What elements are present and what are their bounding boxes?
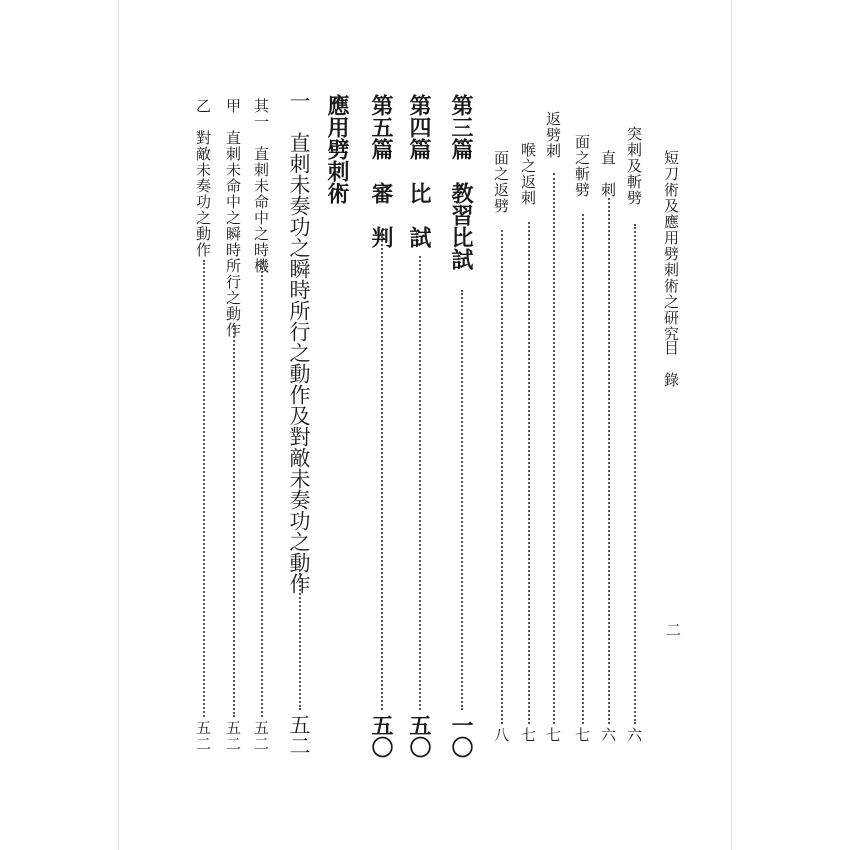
leader-dots — [203, 260, 205, 717]
folio-page-number: 二 — [664, 622, 682, 637]
toc-entry-page: 七 — [544, 727, 562, 743]
leader-dots — [553, 173, 555, 724]
leader-dots — [528, 222, 530, 724]
leader-dots — [233, 325, 235, 717]
leader-dots — [501, 230, 503, 724]
toc-entry-page: 一〇 — [448, 714, 474, 758]
toc-entry-page: 八 — [492, 727, 510, 743]
toc-entry-label: 甲 直刺未命中之瞬時所行之動作 — [224, 98, 242, 338]
leader-dots — [381, 232, 383, 710]
toc-part-four: 第四篇 比 試 — [406, 94, 432, 248]
toc-entry-label: 乙 對敵未奏功之動作 — [194, 98, 212, 258]
toc-entry-label: 面之斬劈 — [573, 134, 591, 198]
toc-entry-page: 五二 — [252, 720, 270, 752]
toc-entry-page: 五〇 — [406, 714, 432, 758]
leader-dots — [582, 214, 584, 724]
toc-entry-page: 七 — [519, 727, 537, 743]
section-heading: 應用劈刺術 — [324, 94, 350, 204]
book-page — [118, 0, 732, 850]
leader-dots — [461, 290, 463, 710]
leader-dots — [419, 256, 421, 710]
toc-entry-label: 返劈刺 — [544, 111, 562, 159]
running-head-title: 短刀術及應用劈刺術之研究 — [662, 150, 680, 342]
running-head-section: 目 錄 — [662, 340, 680, 388]
toc-entry-label: 突刺及斬劈 — [625, 126, 643, 206]
leader-dots — [261, 262, 263, 717]
leader-dots — [299, 562, 301, 710]
leader-dots — [634, 224, 636, 724]
toc-chapter-one: 一 直刺未奏功之瞬時所行之動作及對敵未奏功之動作 — [287, 90, 311, 594]
leader-dots — [608, 198, 610, 724]
toc-entry-label: 其一 直刺未命中之時機 — [252, 98, 270, 274]
toc-entry-page: 七 — [573, 727, 591, 743]
toc-entry-label: 喉之返刺 — [519, 142, 537, 206]
toc-entry-page: 五二 — [194, 720, 212, 752]
toc-entry-page: 五二 — [224, 720, 242, 752]
toc-entry-page: 五〇 — [368, 714, 394, 758]
toc-part-five: 第五篇 審 判 — [368, 94, 394, 248]
toc-entry-page: 六 — [599, 727, 617, 743]
toc-entry-page: 五二 — [287, 714, 311, 756]
toc-entry-label: 面之返劈 — [492, 150, 510, 214]
toc-entry-label: 直 刺 — [599, 150, 617, 198]
toc-entry-page: 六 — [625, 727, 643, 743]
toc-part-three: 第三篇 教習比試 — [448, 94, 474, 270]
